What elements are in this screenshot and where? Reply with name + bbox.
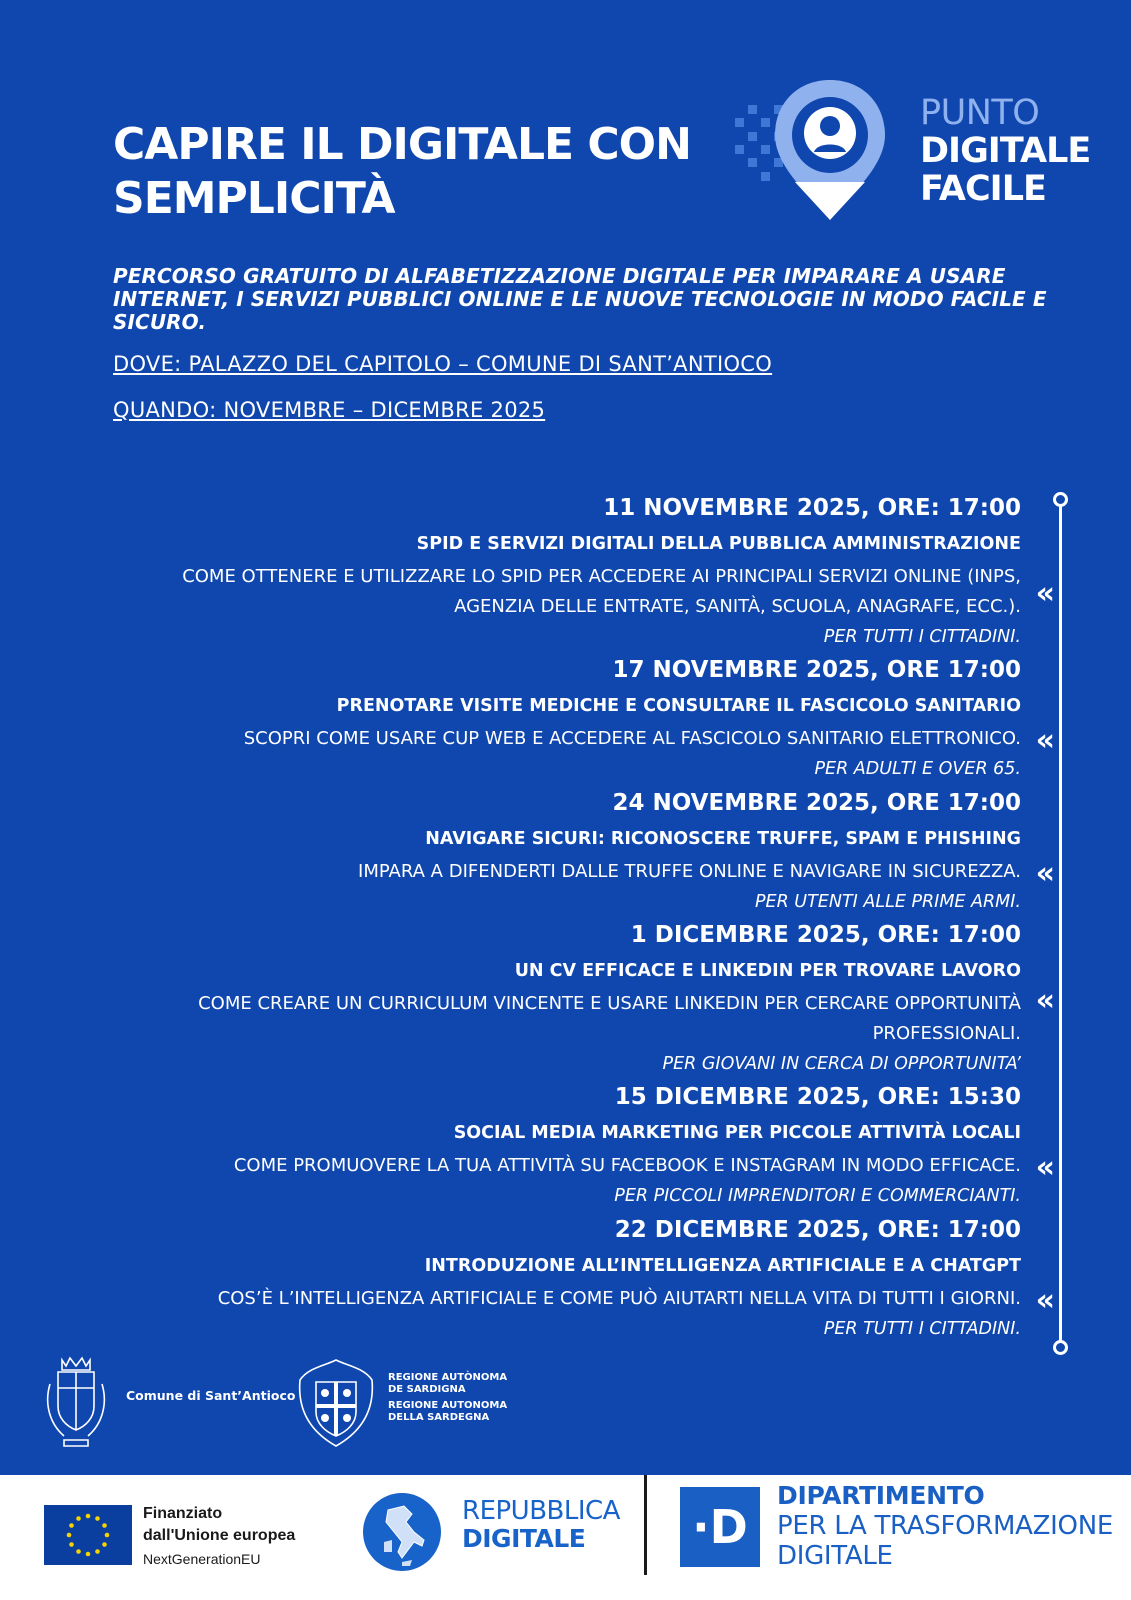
funding-footer [0, 1475, 1131, 1600]
event-description: PROFESSIONALI. [872, 1023, 1021, 1044]
event-date: 22 DICEMBRE 2025, ORE: 17:00 [614, 1217, 1021, 1243]
chevron-left-icon: « [1035, 723, 1055, 758]
eu-line-3: NextGenerationEU [143, 1551, 261, 1567]
event-description: SCOPRI COME USARE CUP WEB E ACCEDERE AL FASCICOLO SANITARIO ELETTRONICO. [243, 728, 1021, 749]
event-topic: NAVIGARE SICURI: RICONOSCERE TRUFFE, SPAM E PHISHING [425, 829, 1021, 849]
chevron-left-icon: « [1035, 1150, 1055, 1185]
event-topic: UN CV EFFICACE E LINKEDIN PER TROVARE LAVORO [514, 961, 1021, 981]
partner-logos [0, 1350, 1131, 1450]
event-item [358, 785, 1021, 917]
event-date: 17 NOVEMBRE 2025, ORE 17:00 [612, 657, 1021, 683]
dtd-line-2: PER LA TRASFORMAZIONE [777, 1511, 1113, 1541]
eu-funding-text [143, 1503, 295, 1571]
location-link[interactable]: DOVE: PALAZZO DEL CAPITOLO – COMUNE DI SANT’ANTIOCO [113, 352, 773, 376]
eu-star-icon [86, 1514, 91, 1519]
eu-star-icon [105, 1533, 110, 1538]
regione-label [388, 1372, 507, 1424]
event-description: COS’È L’INTELLIGENZA ARTIFICIALE E COME PUÒ AIUTARTI NELLA VITA DI TUTTI I GIORNI. [217, 1288, 1021, 1309]
repubblica-digitale-logo-icon [362, 1492, 442, 1572]
event-description: COME OTTENERE E UTILIZZARE LO SPID PER ACCEDERE AI PRINCIPALI SERVIZI ONLINE (INPS, [182, 566, 1021, 587]
logo-line-punto: PUNTO [920, 93, 1040, 133]
regione-line: DELLA SARDEGNA [388, 1412, 490, 1423]
logo-line-facile: FACILE [920, 169, 1046, 209]
punto-digitale-facile-logo [735, 80, 1115, 230]
eu-star-icon [69, 1542, 74, 1547]
event-topic: SPID E SERVIZI DIGITALI DELLA PUBBLICA AMMINISTRAZIONE [416, 534, 1021, 554]
eu-star-icon [76, 1549, 81, 1554]
event-item [234, 1079, 1021, 1211]
intro-text: PERCORSO GRATUITO DI ALFABETIZZAZIONE DIGITALE PER IMPARARE A USARE INTERNET, I SERVIZI PUBBLICI ONLINE E LE NUOVE TECNOLOGIE IN MODO FACILE E SICURO. [113, 264, 1047, 334]
title-line-2: SEMPLICITÀ [113, 173, 395, 224]
eu-star-icon [102, 1542, 107, 1547]
repubblica-digitale-text [462, 1497, 620, 1553]
regione-line: DE SARDIGNA [388, 1384, 466, 1395]
eu-star-icon [95, 1549, 100, 1554]
dipartimento-text [777, 1481, 1113, 1571]
eu-line-1: Finanziato [143, 1505, 223, 1522]
event-date: 1 DICEMBRE 2025, ORE: 17:00 [630, 922, 1021, 948]
location-pin-person-icon [735, 80, 915, 230]
event-audience: PER TUTTI I CITTADINI. [823, 1319, 1021, 1339]
dtd-line-1: DIPARTIMENTO [777, 1481, 985, 1510]
event-description: COME CREARE UN CURRICULUM VINCENTE E USARE LINKEDIN PER CERCARE OPPORTUNITÀ [198, 993, 1021, 1014]
event-item [198, 917, 1021, 1079]
event-description: COME PROMUOVERE LA TUA ATTIVITÀ SU FACEBOOK E INSTAGRAM IN MODO EFFICACE. [233, 1155, 1021, 1176]
event-audience: PER TUTTI I CITTADINI. [823, 627, 1021, 647]
regione-line: REGIONE AUTÒNOMA [388, 1372, 508, 1383]
timeline-line [1059, 503, 1062, 1343]
event-audience: PER PICCOLI IMPRENDITORI E COMMERCIANTI. [614, 1186, 1021, 1206]
dipartimento-logo-icon: ·D [680, 1487, 760, 1567]
eu-star-icon [76, 1516, 81, 1521]
chevron-left-icon: « [1035, 576, 1055, 611]
event-item [244, 652, 1021, 784]
comune-label: Comune di Sant’Antioco [126, 1388, 296, 1403]
comune-crest-icon [40, 1354, 112, 1450]
eu-star-icon [69, 1523, 74, 1528]
chevron-left-icon: « [1035, 1283, 1055, 1318]
event-date: 11 NOVEMBRE 2025, ORE: 17:00 [603, 495, 1021, 521]
regione-sardegna-crest-icon [296, 1358, 376, 1448]
event-topic: SOCIAL MEDIA MARKETING PER PICCOLE ATTIVITÀ LOCALI [453, 1123, 1021, 1143]
event-topic: PRENOTARE VISITE MEDICHE E CONSULTARE IL FASCICOLO SANITARIO [336, 696, 1021, 716]
period-link[interactable]: QUANDO: NOVEMBRE – DICEMBRE 2025 [113, 398, 546, 422]
event-audience: PER UTENTI ALLE PRIME ARMI. [754, 892, 1021, 912]
eu-star-icon [102, 1523, 107, 1528]
timeline-start-dot [1053, 492, 1068, 507]
event-date: 24 NOVEMBRE 2025, ORE 17:00 [612, 790, 1021, 816]
eu-line-2: dall'Unione europea [143, 1527, 296, 1544]
rd-line-2: DIGITALE [462, 1524, 586, 1553]
eu-star-icon [86, 1552, 91, 1557]
eu-star-icon [67, 1533, 72, 1538]
page-title [113, 118, 733, 226]
event-audience: PER GIOVANI IN CERCA DI OPPORTUNITA’ [662, 1054, 1021, 1074]
chevron-left-icon: « [1035, 856, 1055, 891]
title-line-1: CAPIRE IL DIGITALE CON [113, 119, 691, 170]
event-item [218, 1212, 1021, 1344]
eu-star-icon [95, 1516, 100, 1521]
eu-flag-icon [44, 1505, 132, 1565]
event-topic: INTRODUZIONE ALL’INTELLIGENZA ARTIFICIALE E A CHATGPT [424, 1256, 1021, 1276]
regione-line: REGIONE AUTONOMA [388, 1400, 508, 1411]
chevron-left-icon: « [1035, 983, 1055, 1018]
logo-line-digitale: DIGITALE [920, 131, 1091, 171]
dtd-line-3: DIGITALE [777, 1541, 893, 1571]
rd-line-1: REPUBBLICA [462, 1496, 620, 1526]
event-audience: PER ADULTI E OVER 65. [814, 759, 1021, 779]
event-date: 15 DICEMBRE 2025, ORE: 15:30 [614, 1084, 1021, 1110]
event-item [182, 490, 1021, 652]
event-description: AGENZIA DELLE ENTRATE, SANITÀ, SCUOLA, ANAGRAFE, ECC.). [454, 596, 1021, 617]
footer-divider [644, 1475, 647, 1575]
event-description: IMPARA A DIFENDERTI DALLE TRUFFE ONLINE E NAVIGARE IN SICUREZZA. [358, 861, 1021, 882]
